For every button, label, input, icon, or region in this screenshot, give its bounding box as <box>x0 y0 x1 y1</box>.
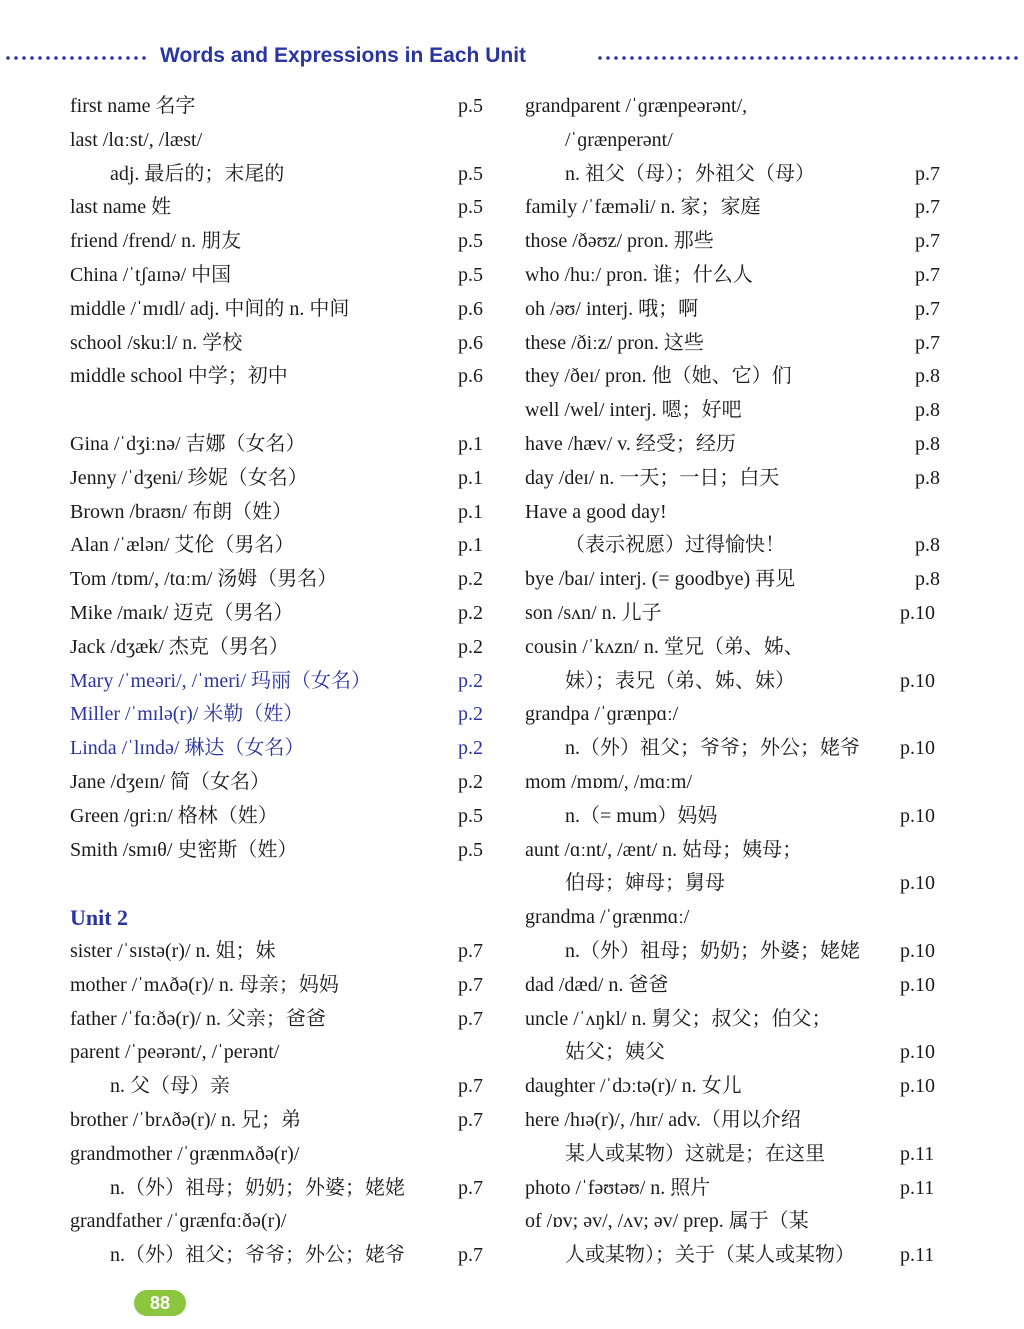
vocab-entry <box>525 1003 955 1037</box>
page-ref: p.5 <box>458 263 483 286</box>
page-ref: p.6 <box>458 331 483 354</box>
vocab-entry <box>525 834 955 868</box>
vocab-text: grandfather /ˈɡrænfɑːðə(r)/ <box>70 1210 287 1233</box>
page-ref: p.1 <box>458 432 483 455</box>
vocab-entry <box>525 732 955 766</box>
vocab-text: well /wel/ interj. 嗯；好吧 <box>525 399 742 422</box>
vocab-text: n. 祖父（母）；外祖父（母） <box>565 162 815 185</box>
vocab-entry <box>70 90 500 124</box>
vocab-entry <box>525 327 955 361</box>
vocab-entry <box>525 1239 955 1273</box>
page-ref: p.8 <box>915 432 940 455</box>
page-ref: p.2 <box>458 770 483 793</box>
page-ref: p.6 <box>458 297 483 320</box>
vocab-text: parent /ˈpeərənt/, /ˈperənt/ <box>70 1041 280 1064</box>
vocab-entry <box>70 360 500 394</box>
page-ref: p.10 <box>900 669 935 692</box>
vocab-entry <box>70 191 500 225</box>
vocab-entry <box>70 225 500 259</box>
vocab-entry <box>525 1070 955 1104</box>
vocab-entry <box>70 1104 500 1138</box>
vocab-entry <box>70 800 500 834</box>
vocab-entry <box>70 1172 500 1206</box>
vocab-text: aunt /ɑːnt/, /ænt/ n. 姑母；姨母； <box>525 838 803 861</box>
vocab-text: son /sʌn/ n. 儿子 <box>525 601 662 624</box>
vocab-text: oh /əʊ/ interj. 哦；啊 <box>525 297 699 320</box>
unit-heading: Unit 2 <box>70 905 129 931</box>
vocab-text: last /lɑːst/, /læst/ <box>70 128 203 151</box>
page-ref: p.2 <box>458 568 483 591</box>
page-header <box>0 40 1024 74</box>
vocab-entry <box>525 496 955 530</box>
vocab-text: （表示祝愿）过得愉快！ <box>565 534 785 557</box>
page-ref: p.7 <box>458 1244 483 1267</box>
vocab-text: grandma /ˈɡrænmɑː/ <box>525 906 690 929</box>
page-ref: p.10 <box>900 804 935 827</box>
vocab-entry <box>70 158 500 192</box>
vocab-entry <box>525 360 955 394</box>
vocab-entry <box>525 597 955 631</box>
page-ref: p.2 <box>458 635 483 658</box>
vocab-text: here /hɪə(r)/, /hɪr/ adv.（用以介绍 <box>525 1108 801 1131</box>
vocab-entry <box>70 563 500 597</box>
vocab-text: 姑父；姨父 <box>565 1041 665 1064</box>
vocab-text: father /ˈfɑːðə(r)/ n. 父亲；爸爸 <box>70 1007 326 1030</box>
page-ref: p.2 <box>458 669 483 692</box>
vocab-entry <box>70 1138 500 1172</box>
vocab-entry <box>70 327 500 361</box>
page-ref: p.7 <box>915 331 940 354</box>
page-ref: p.7 <box>458 1176 483 1199</box>
header-title: Words and Expressions in Each Unit <box>160 44 527 67</box>
vocab-entry <box>70 428 500 462</box>
dotted-rule-right <box>596 56 1020 60</box>
vocab-entry <box>70 631 500 665</box>
vocab-entry <box>525 1138 955 1172</box>
vocab-text: Gina /ˈdʒiːnə/ 吉娜（女名） <box>70 432 306 455</box>
page-ref: p.11 <box>900 1176 935 1199</box>
vocab-text: of /ɒv; əv/, /ʌv; əv/ prep. 属于（某 <box>525 1210 809 1233</box>
page-ref: p.7 <box>915 196 940 219</box>
vocab-entry <box>70 698 500 732</box>
vocab-entry <box>70 1205 500 1239</box>
vocab-text: Mary /ˈmeəri/, /ˈmeri/ 玛丽（女名） <box>70 669 372 692</box>
vocab-text: they /ðeɪ/ pron. 他（她、它）们 <box>525 365 792 388</box>
page-ref: p.7 <box>458 939 483 962</box>
page-ref: p.8 <box>915 466 940 489</box>
vocab-entry <box>525 225 955 259</box>
vocab-entry <box>525 766 955 800</box>
vocab-entry <box>70 259 500 293</box>
vocab-entry <box>525 901 955 935</box>
vocab-entry <box>525 90 955 124</box>
vocab-entry <box>70 732 500 766</box>
vocab-text: last name 姓 <box>70 196 172 219</box>
vocab-text: Miller /ˈmɪlə(r)/ 米勒（姓） <box>70 703 304 726</box>
vocab-text: day /deɪ/ n. 一天；一日；白天 <box>525 466 780 489</box>
page-ref: p.11 <box>900 1244 935 1267</box>
dotted-rule-left <box>4 56 150 60</box>
page-ref: p.8 <box>915 568 940 591</box>
spacer <box>70 394 500 428</box>
page-ref: p.2 <box>458 601 483 624</box>
vocab-text: China /ˈtʃaɪnə/ 中国 <box>70 263 232 286</box>
vocab-entry <box>525 800 955 834</box>
page-ref: p.10 <box>900 1041 935 1064</box>
vocab-text: Alan /ˈælən/ 艾伦（男名） <box>70 534 295 557</box>
page-ref: p.7 <box>458 1108 483 1131</box>
page-ref: p.10 <box>900 872 935 895</box>
vocab-entry <box>525 698 955 732</box>
vocab-entry <box>525 563 955 597</box>
vocab-entry <box>525 935 955 969</box>
vocab-text: n.（外）祖母；奶奶；外婆；姥姥 <box>110 1176 405 1199</box>
vocab-entry <box>70 665 500 699</box>
vocab-entry <box>525 1104 955 1138</box>
vocab-text: /ˈɡrænperənt/ <box>565 128 673 151</box>
vocab-text: n.（= mum）妈妈 <box>565 804 718 827</box>
vocab-entry <box>525 259 955 293</box>
page-ref: p.8 <box>915 365 940 388</box>
page-ref: p.10 <box>900 601 935 624</box>
vocab-text: first name 名字 <box>70 95 196 117</box>
page-ref: p.7 <box>915 230 940 253</box>
page-ref: p.10 <box>900 939 935 962</box>
page-ref: p.5 <box>458 230 483 253</box>
page-ref: p.7 <box>915 162 940 185</box>
page-ref: p.1 <box>458 534 483 557</box>
vocab-text: uncle /ˈʌŋkl/ n. 舅父；叔父；伯父； <box>525 1007 832 1030</box>
page-ref: p.1 <box>458 466 483 489</box>
page-ref: p.8 <box>915 534 940 557</box>
vocab-text: grandmother /ˈɡrænmʌðə(r)/ <box>70 1142 300 1165</box>
left-column <box>70 90 500 1273</box>
vocab-text: photo /ˈfəʊtəʊ/ n. 照片 <box>525 1176 711 1199</box>
vocab-entry <box>525 394 955 428</box>
vocab-entry <box>525 1036 955 1070</box>
vocab-entry <box>525 1205 955 1239</box>
page-ref: p.10 <box>900 973 935 996</box>
page-ref: p.7 <box>458 1075 483 1098</box>
page-ref: p.5 <box>458 804 483 827</box>
vocab-text: bye /baɪ/ interj. (= goodbye) 再见 <box>525 568 796 591</box>
vocab-text: Jane /dʒeɪn/ 简（女名） <box>70 770 270 793</box>
page-ref: p.6 <box>458 365 483 388</box>
vocab-entry <box>525 631 955 665</box>
vocab-text: n.（外）祖父；爷爷；外公；姥爷 <box>110 1244 405 1267</box>
vocab-entry <box>70 462 500 496</box>
vocab-text: middle /ˈmɪdl/ adj. 中间的 n. 中间 <box>70 297 350 320</box>
vocab-entry <box>70 293 500 327</box>
vocab-text: adj. 最后的；末尾的 <box>110 162 285 185</box>
vocab-text: n. 父（母）亲 <box>110 1075 230 1098</box>
page-ref: p.2 <box>458 737 483 760</box>
page-ref: p.10 <box>900 737 935 760</box>
right-column <box>525 90 955 1273</box>
vocab-text: those /ðəʊz/ pron. 那些 <box>525 230 714 253</box>
vocab-text: family /ˈfæməli/ n. 家；家庭 <box>525 196 761 219</box>
vocab-entry <box>70 1070 500 1104</box>
vocab-text: friend /frend/ n. 朋友 <box>70 230 242 253</box>
vocab-text: grandparent /ˈɡrænpeərənt/, <box>525 95 748 117</box>
page-ref: p.1 <box>458 500 483 523</box>
vocab-entry <box>525 158 955 192</box>
vocab-text: mom /mɒm/, /mɑːm/ <box>525 770 693 793</box>
vocab-entry <box>70 969 500 1003</box>
page-ref: p.7 <box>458 973 483 996</box>
vocab-text: Linda /ˈlɪndə/ 琳达（女名） <box>70 737 305 760</box>
vocab-text: n.（外）祖母；奶奶；外婆；姥姥 <box>565 939 860 962</box>
vocab-text: school /skuːl/ n. 学校 <box>70 331 243 354</box>
vocab-entry <box>70 124 500 158</box>
page-ref: p.5 <box>458 95 483 117</box>
vocab-entry <box>70 529 500 563</box>
vocab-entry <box>70 766 500 800</box>
vocab-text: 伯母；婶母；舅母 <box>565 872 725 895</box>
page-ref: p.10 <box>900 1075 935 1098</box>
vocab-text: mother /ˈmʌðə(r)/ n. 母亲；妈妈 <box>70 973 339 996</box>
vocab-entry <box>525 191 955 225</box>
vocab-entry <box>70 1003 500 1037</box>
vocab-text: have /hæv/ v. 经受；经历 <box>525 432 736 455</box>
vocab-text: Tom /tɒm/, /tɑːm/ 汤姆（男名） <box>70 568 338 591</box>
vocab-text: dad /dæd/ n. 爸爸 <box>525 973 669 996</box>
page-ref: p.7 <box>915 297 940 320</box>
vocab-text: Jenny /ˈdʒeni/ 珍妮（女名） <box>70 466 308 489</box>
vocab-text: who /huː/ pron. 谁；什么人 <box>525 263 753 286</box>
vocab-text: Smith /smɪθ/ 史密斯（姓） <box>70 838 298 861</box>
vocab-text: 人或某物）；关于（某人或某物） <box>565 1244 855 1267</box>
page-ref: p.8 <box>915 399 940 422</box>
page-ref: p.7 <box>458 1007 483 1030</box>
vocab-text: sister /ˈsɪstə(r)/ n. 姐；妹 <box>70 939 276 962</box>
vocab-text: Mike /maɪk/ 迈克（男名） <box>70 601 294 624</box>
vocab-entry <box>70 935 500 969</box>
vocab-entry <box>525 529 955 563</box>
vocab-entry <box>525 1172 955 1206</box>
vocab-entry <box>525 665 955 699</box>
vocab-text: Green /ɡriːn/ 格林（姓） <box>70 804 278 827</box>
vocab-entry <box>70 1036 500 1070</box>
vocab-entry <box>70 834 500 868</box>
page-ref: p.2 <box>458 703 483 726</box>
vocab-text: daughter /ˈdɔːtə(r)/ n. 女儿 <box>525 1075 742 1098</box>
page-ref: p.5 <box>458 838 483 861</box>
vocab-text: these /ðiːz/ pron. 这些 <box>525 331 704 354</box>
vocab-text: n.（外）祖父；爷爷；外公；姥爷 <box>565 737 860 760</box>
vocab-entry <box>70 1239 500 1273</box>
vocab-text: brother /ˈbrʌðə(r)/ n. 兄；弟 <box>70 1108 302 1131</box>
page-ref: p.11 <box>900 1142 935 1165</box>
vocab-text: grandpa /ˈɡrænpɑː/ <box>525 703 679 726</box>
vocab-text: Brown /braʊn/ 布朗（姓） <box>70 500 293 523</box>
page-ref: p.5 <box>458 196 483 219</box>
page-ref: p.5 <box>458 162 483 185</box>
vocab-entry <box>525 124 955 158</box>
vocab-text: cousin /ˈkʌzn/ n. 堂兄（弟、姊、 <box>525 635 804 658</box>
vocab-text: Jack /dʒæk/ 杰克（男名） <box>70 635 289 658</box>
page-ref: p.7 <box>915 263 940 286</box>
vocab-text: 妹）；表兄（弟、姊、妹） <box>565 669 795 692</box>
vocab-entry <box>70 597 500 631</box>
vocab-entry <box>525 293 955 327</box>
vocab-entry <box>525 428 955 462</box>
vocab-entry <box>525 867 955 901</box>
vocab-text: middle school 中学；初中 <box>70 365 288 388</box>
vocab-entry <box>525 462 955 496</box>
page-number-badge: 88 <box>134 1290 186 1316</box>
vocab-text: Have a good day! <box>525 500 667 523</box>
vocab-text: 某人或某物）这就是；在这里 <box>565 1142 825 1165</box>
vocab-entry <box>70 496 500 530</box>
spacer <box>70 867 500 901</box>
vocab-entry <box>525 969 955 1003</box>
